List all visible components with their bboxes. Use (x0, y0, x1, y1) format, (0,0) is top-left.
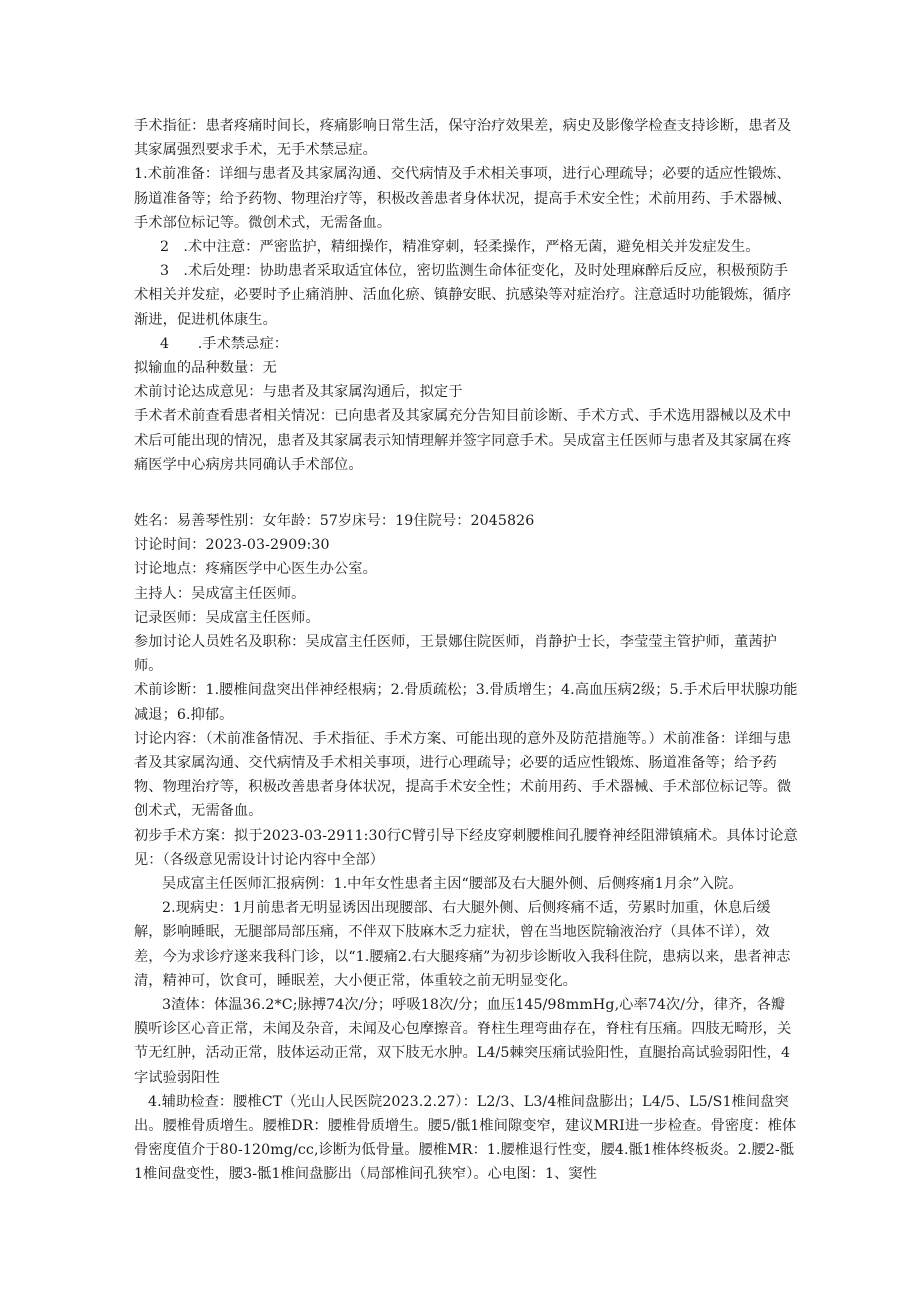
case-report: 吴成富主任医师汇报病例：1.中年女性患者主因“腰部及右大腿外侧、后侧疼痛1月余”入院。 (162, 876, 743, 893)
auxiliary-exams: 4.辅助检查：腰椎CT（光山人民医院2023.2.27）：L2/3、L3/4椎间盘膨出；L4/5、L5/S1椎间盘突出。腰椎骨质增生。腰椎DR：腰椎骨质增生。腰5/骶1椎间隙变窄，建议MRI进一步检查。骨密度：椎体骨密度值介于80-120mg∕cc,诊断为低骨量。腰椎MR：1.腰椎退行性变，腰4.骶1椎体终板炎。2.腰2-骶1椎间盘变性，腰3-骶1椎间盘膨出（局部椎间孔狭窄）。心电图：1、窦性 (134, 1093, 797, 1183)
discussion-content: 讨论内容：（术前准备情况、手术指征、手术方案、可能出现的意外及防范措施等。）术前准备：详细与患者及其家属沟通、交代病情及手术相关事项，进行心理疏导；必要的适应性锻炼、肠道准备等；给予药物、物理治疗等，积极改善患者身体状况，提高手术安全性；术前用药、手术器械、手术部位标记等。微创术式，无需备血。 (134, 730, 792, 820)
surgery-plan-section (134, 114, 798, 477)
surgical-indication: 手术指征：患者疼痛时间长，疼痛影响日常生活，保守治疗效果差，病史及影像学检查支持诊断，患者及其家属强烈要求手术，无手术禁忌症。 (134, 118, 792, 159)
surgical-contraindications: 4 .手术禁忌症： (160, 335, 289, 352)
host: 主持人：吴成富主任医师。 (134, 585, 306, 602)
preop-discussion-record (134, 509, 798, 1187)
participants: 参加讨论人员姓名及职称：吴成富主任医师，王景娜住院医师，肖静护士长，李莹莹主管护师，董茜护师。 (134, 634, 777, 675)
discussion-time: 讨论时间：2023-03-2909:30 (134, 537, 330, 554)
patient-info: 姓名：易善琴性别：女年龄：57岁床号：19住院号：2045826 (134, 513, 535, 529)
preop-diagnosis: 术前诊断：1.腰椎间盘突出伴神经根病；2.骨质疏松；3.骨质增生；4.高血压病2级；5.手术后甲状腺功能减退；6.抑郁。 (134, 682, 798, 723)
present-illness-history: 2.现病史：1月前患者无明显诱因出现腰部、右大腿外侧、后侧疼痛不适，劳累时加重，休息后缓解，影响睡眠，无腿部局部压痛，不伴双下肢麻木乏力症状，曾在当地医院输液治疗（具体不详），效差，今为求诊疗遂来我科门诊，以“1.腰痛2.右大腿疼痛”为初步诊断收入我科住院，患病以来，患者神志清，精神可，饮食可，睡眠差，大小便正常，体重较之前无明显变化。 (134, 900, 791, 989)
intraop-notes: 2 .术中注意：严密监护，精细操作，精准穿刺，轻柔操作，严格无菌，避免相关并发症发生。 (160, 239, 760, 256)
preop-discussion-consensus: 术前讨论达成意见：与患者及其家属沟通后，拟定于 (134, 384, 463, 401)
preop-preparation: 1.术前准备：详细与患者及其家属沟通、交代病情及手术相关事项，进行心理疏导；必要的适应性锻炼、肠道准备等；给予药物、物理治疗等，积极改善患者身体状况，提高手术安全性；术前用药、手术器械、手术部位标记等。微创术式，无需备血。 (134, 166, 792, 231)
physical-exam: 3渣体：体温36.2*C;脉搏74次/分；呼吸18次/分；血压145∕98mmHg,心率74次/分，律齐，各瓣膜听诊区心音正常，未闻及杂音，未闻及心包摩擦音。脊柱生理弯曲存在，脊柱有压痛。四肢无畸形，关节无红肿，活动正常，肢体运动正常，双下肢无水肿。L4/5棘突压痛试验阳性，直腿抬高试验弱阳性，4字试验弱阳性 (134, 997, 792, 1086)
blood-transfusion-plan: 拟输血的品种数量：无 (134, 360, 277, 377)
initial-surgical-plan: 初步手术方案：拟于2023-03-2911:30行C臂引导下经皮穿刺腰椎间孔腰脊神经阻滞镇痛术。具体讨论意见：（各级意见需设计讨论内容中全部） (134, 827, 798, 868)
discussion-place: 讨论地点：疼痛医学中心医生办公室。 (134, 561, 377, 578)
postop-management: 3 .术后处理：协助患者采取适宜体位，密切监测生命体征变化，及时处理麻醉后反应，积极预防手术相关并发症，必要时予止痛消肿、活血化瘀、镇静安眠、抗感染等对症治疗。注意适时功能锻炼，循序渐进，促进机体康生。 (134, 263, 792, 328)
recording-physician: 记录医师：吴成富主任医师。 (134, 609, 320, 626)
surgeon-preop-visit: 手术者术前查看患者相关情况：已向患者及其家属充分告知目前诊断、手术方式、手术选用器械以及术中术后可能出现的情况，患者及其家属表示知情理解并签字同意手术。吴成富主任医师与患者及其家属在疼痛医学中心病房共同确认手术部位。 (134, 408, 792, 473)
